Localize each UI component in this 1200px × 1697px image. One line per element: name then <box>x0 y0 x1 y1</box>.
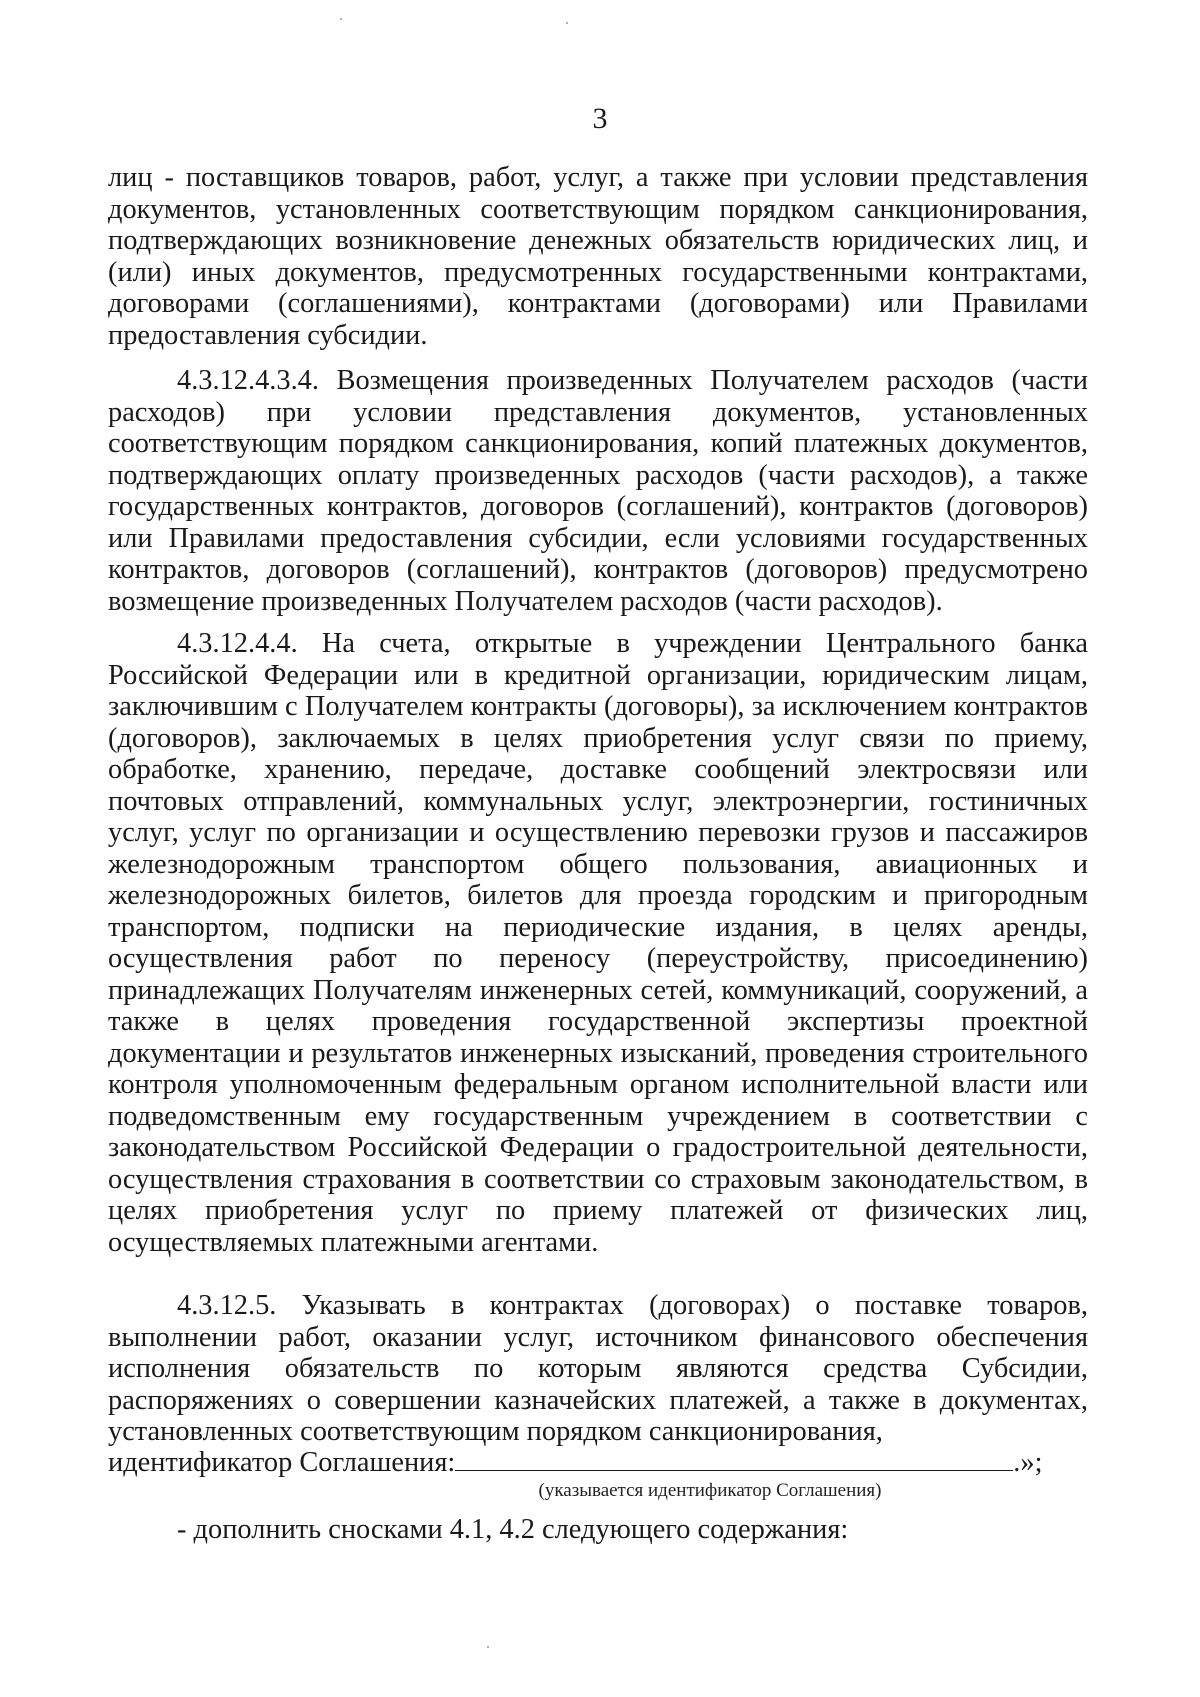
paragraph-4-3-12-5 <box>108 1290 1088 1448</box>
identifier-closing: .»; <box>1013 1447 1043 1478</box>
scan-speck <box>566 22 568 24</box>
identifier-blank-field <box>455 1446 1013 1471</box>
paragraph-4-3-12-4-4 <box>108 628 1088 1258</box>
paragraph-text: 4.3.12.4.4. На счета, открытые в учреждении Центрального банка Российской Федерации или в кредитной организации, юридическим лицам, заключившим с Получателем контракты (договоры), за исключением контрактов (договоров), заключаемых в целях приобретения услуг связи по приему, обработке, хранению, передаче, доставке сообщений электросвязи или почтовых отправлений, коммунальных услуг, электроэнергии, гостиничных услуг, услуг по организации и осуществлению перевозки грузов и пассажиров железнодорожным транспортом общего пользования, авиационных и железнодорожных билетов, билетов для проезда городским и пригородным транспортом, подписки на периодические издания, в целях аренды, осуществления работ по переносу (переустройству, присоединению) принадлежащих Получателям инженерных сетей, коммуникаций, сооружений, а также в целях проведения государственной экспертизы проектной документации и результатов инженерных изысканий, проведения строительного контроля уполномоченным федеральным органом исполнительной власти или подведомственным ему государственным учреждением в соответствии с законодательством Российской Федерации о градостроительной деятельности, осуществления страхования в соответствии со страховым законодательством, в целях приобретения услуг по приему платежей от физических лиц, осуществляемых платежными агентами. <box>108 628 1088 1258</box>
paragraph-text: 4.3.12.4.3.4. Возмещения произведенных Получателем расходов (части расходов) при условии представления документов, установленных соответствующим порядком санкционирования, копий платежных документов, подтверждающих оплату произведенных расходов (части расходов), а также государственных контрактов, договоров (соглашений), контрактов (договоров) или Правилами предоставления субсидии, если условиями государственных контрактов, договоров (соглашений), контрактов (договоров) предусмотрено возмещение произведенных Получателем расходов (части расходов). <box>108 365 1088 617</box>
page-number: 3 <box>592 102 608 135</box>
footnote-instruction: - дополнить сносками 4.1, 4.2 следующего содержания: <box>177 1514 849 1545</box>
identifier-caption: (указывается идентификатор Соглашения) <box>538 1480 882 1501</box>
paragraph-text: 4.3.12.5. Указывать в контрактах (договорах) о поставке товаров, выполнении работ, оказании услуг, источником финансового обеспечения исполнения обязательств по которым являются средства Субсидии, распоряжениях о совершении казначейских платежей, а также в документах, установленных соответствующим порядком санкционирования, <box>108 1290 1088 1447</box>
identifier-label: идентификатор Соглашения: <box>108 1447 456 1478</box>
paragraph-continuation <box>108 162 1088 351</box>
paragraph-text: лиц - поставщиков товаров, работ, услуг, а также при условии представления документов, установленных соответствующим порядком санкционирования, подтверждающих возникновение денежных обязательств юридических лиц, и (или) иных документов, предусмотренных государственными контрактами, договорами (соглашениями), контрактами (договорами) или Правилами предоставления субсидии. <box>108 162 1088 351</box>
paragraph-4-3-12-4-3-4 <box>108 365 1088 617</box>
agreement-identifier-line <box>108 1446 1088 1479</box>
scan-speck <box>487 1646 489 1648</box>
scan-speck <box>340 18 342 20</box>
